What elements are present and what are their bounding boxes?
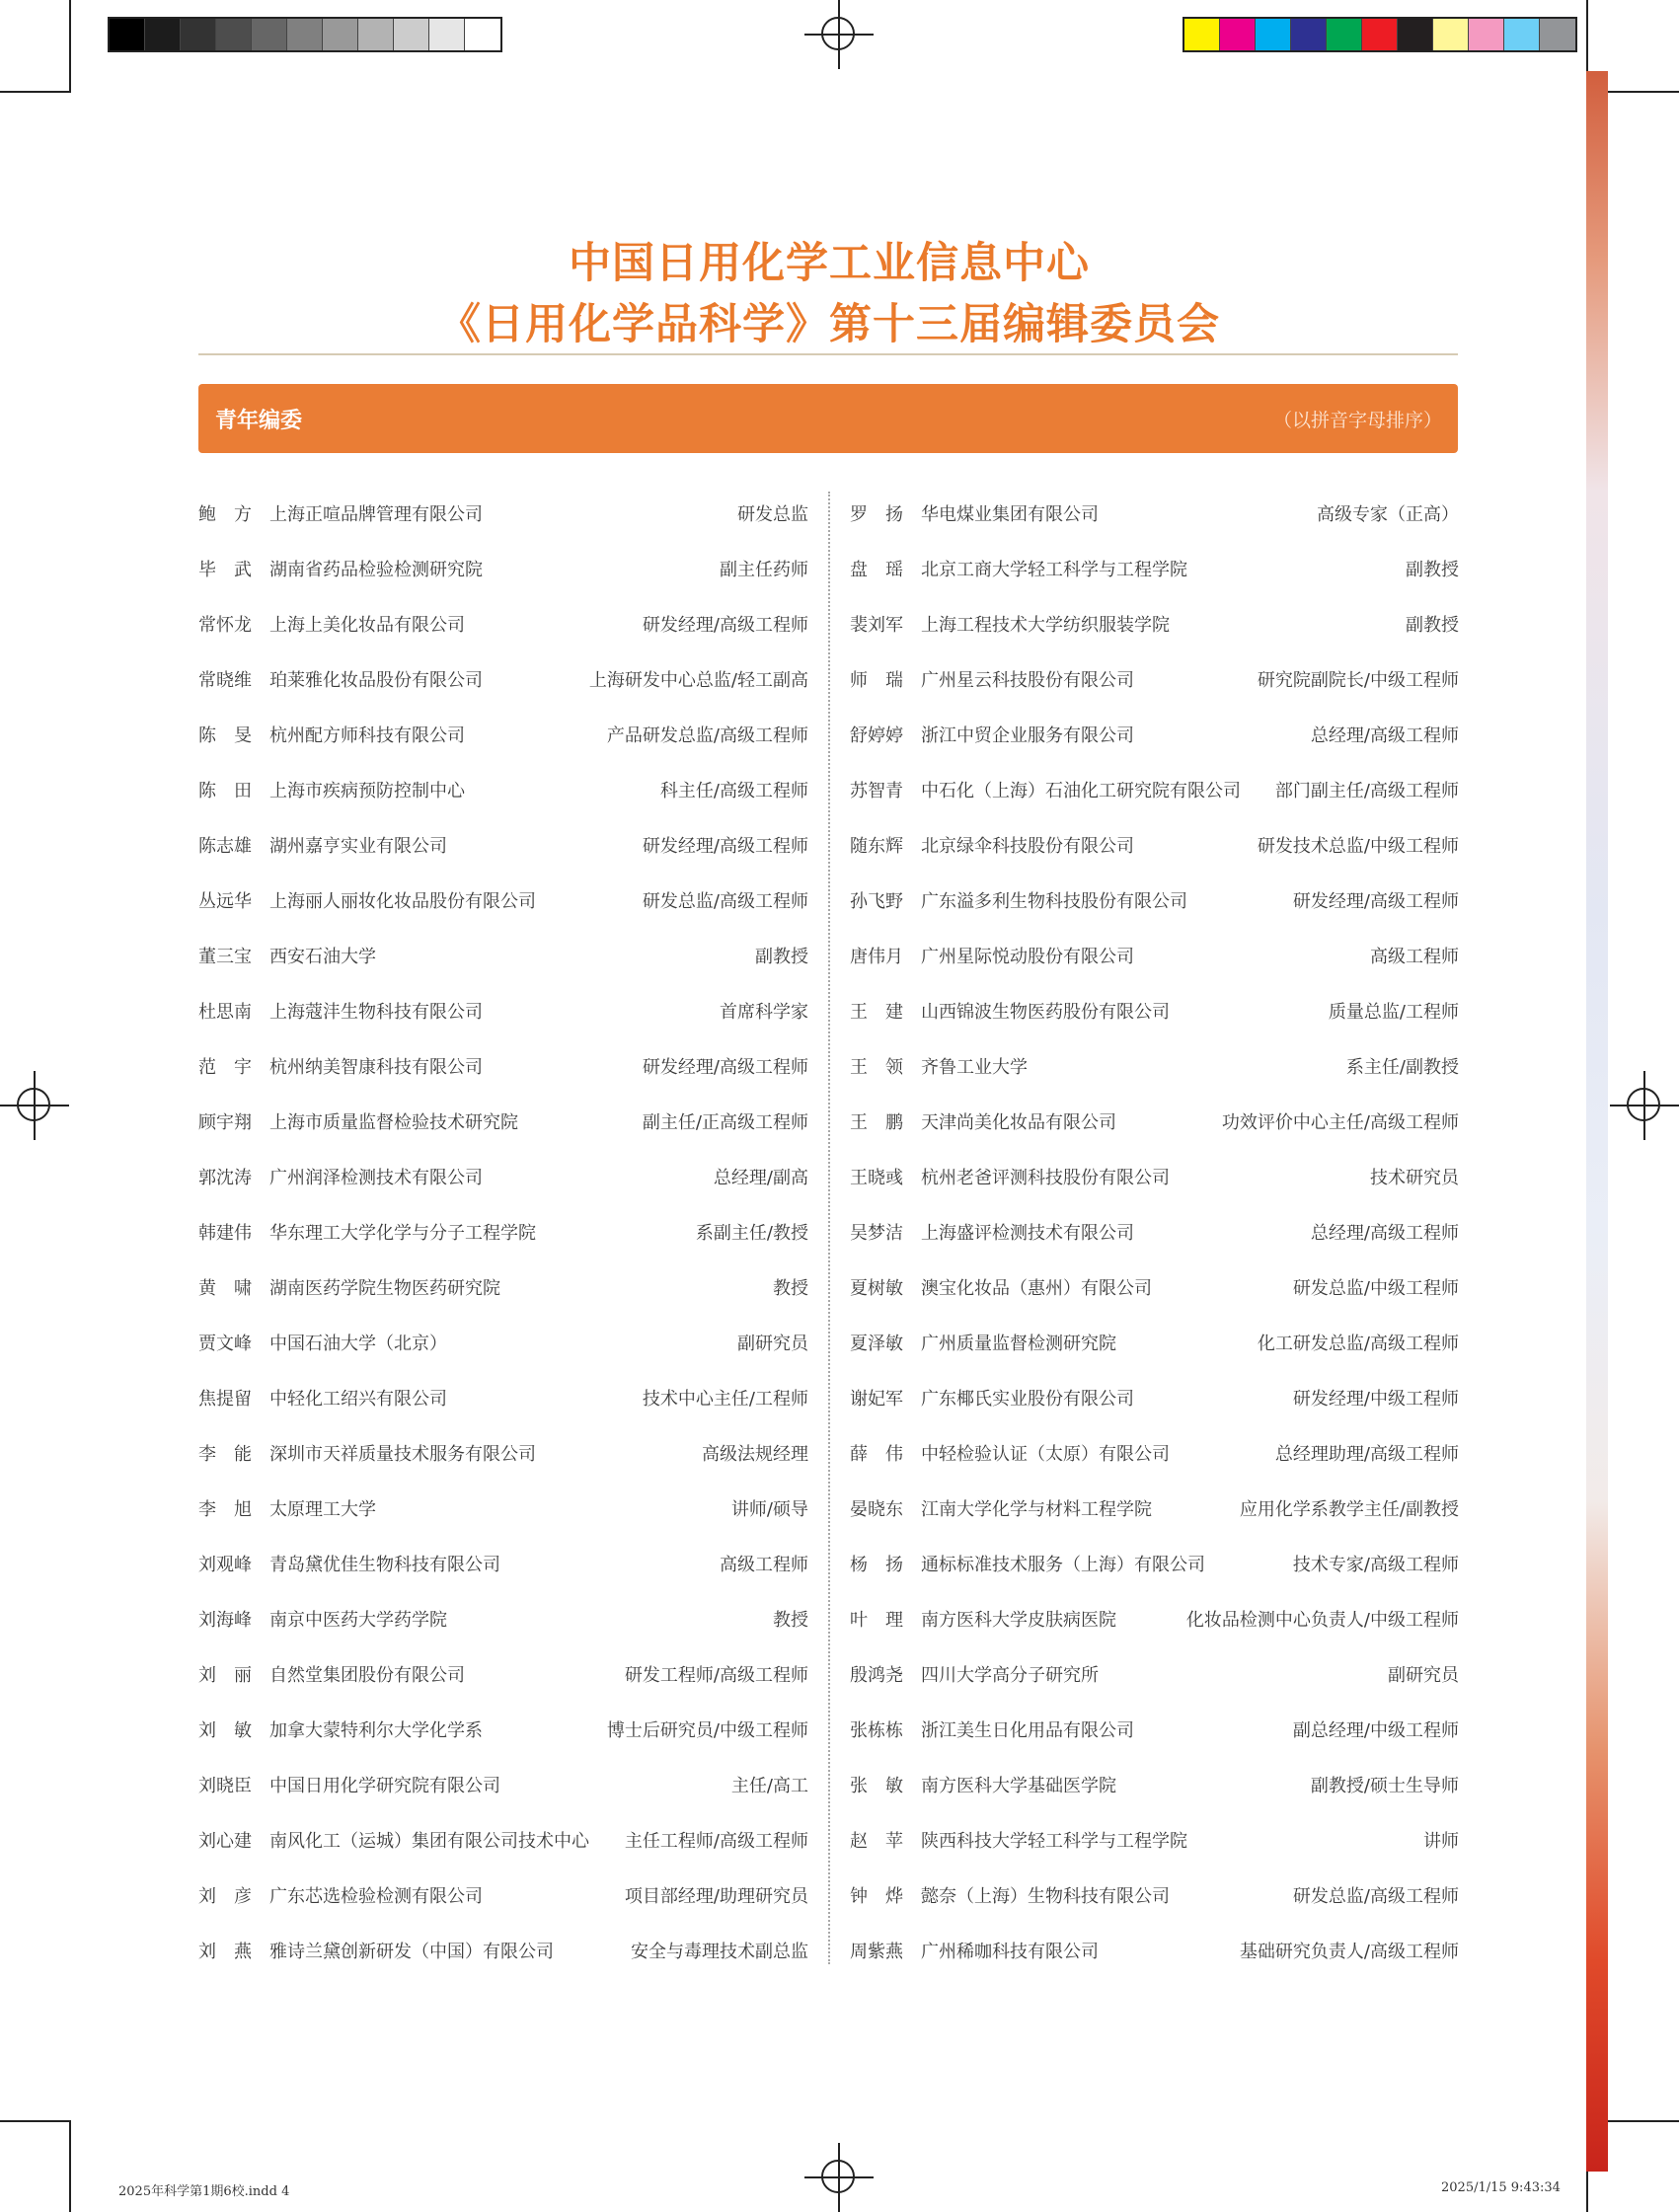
member-row [850, 1204, 1459, 1259]
member-organization: 山西锦波生物医药股份有限公司 [921, 1002, 1170, 1023]
member-title: 研发总监/高级工程师 [1292, 1886, 1459, 1907]
color-swatch [1469, 19, 1504, 50]
member-title: 技术专家/高级工程师 [1292, 1555, 1459, 1575]
member-title: 研发经理/高级工程师 [642, 615, 808, 636]
member-title: 副教授 [1406, 615, 1459, 636]
member-organization: 广州质量监督检测研究院 [921, 1334, 1116, 1354]
member-organization: 湖南省药品检验检测研究院 [269, 560, 483, 580]
member-organization: 澳宝化妆品（惠州）有限公司 [921, 1278, 1152, 1299]
member-organization: 加拿大蒙特利尔大学化学系 [269, 1720, 483, 1741]
member-name: 裴刘军 [850, 615, 903, 636]
member-row [198, 1591, 808, 1646]
member-title: 总经理/高级工程师 [1310, 1223, 1459, 1244]
member-organization: 陕西科技大学轻工科学与工程学院 [921, 1831, 1187, 1852]
color-swatch [1433, 19, 1469, 50]
member-name: 刘 敏 [198, 1720, 252, 1741]
member-title: 上海研发中心总监/轻工副高 [588, 670, 808, 691]
member-row [198, 651, 808, 707]
member-title: 科主任/高级工程师 [659, 781, 808, 801]
member-title: 化妆品检测中心负责人/中级工程师 [1185, 1610, 1459, 1631]
member-name: 常怀龙 [198, 615, 252, 636]
member-title: 教授 [773, 1610, 808, 1631]
member-name: 陈 旻 [198, 725, 252, 746]
member-title: 技术研究员 [1370, 1168, 1459, 1188]
member-name: 盘 瑶 [850, 560, 903, 580]
member-title: 高级工程师 [720, 1555, 808, 1575]
member-name: 李 能 [198, 1444, 252, 1465]
member-row [198, 486, 808, 541]
member-name: 王 建 [850, 1002, 903, 1023]
member-name: 贾文峰 [198, 1334, 252, 1354]
member-name: 常晓维 [198, 670, 252, 691]
member-organization: 中石化（上海）石油化工研究院有限公司 [921, 781, 1241, 801]
color-swatch [1540, 19, 1575, 50]
member-organization: 天津尚美化妆品有限公司 [921, 1112, 1116, 1133]
member-row [850, 1149, 1459, 1204]
member-organization: 中轻化工绍兴有限公司 [269, 1389, 447, 1410]
member-name: 杜思南 [198, 1002, 252, 1023]
member-row [850, 983, 1459, 1038]
footer-filename: 2025年科学第1期6校.indd 4 [118, 2184, 290, 2199]
member-name: 薛 伟 [850, 1444, 903, 1465]
member-name: 夏树敏 [850, 1278, 903, 1299]
member-organization: 太原理工大学 [269, 1499, 376, 1520]
member-row [198, 762, 808, 817]
member-row [198, 1481, 808, 1536]
member-title: 总经理助理/高级工程师 [1274, 1444, 1459, 1465]
member-name: 刘 彦 [198, 1886, 252, 1907]
section-label: 青年编委 [215, 408, 303, 433]
member-organization: 四川大学高分子研究所 [921, 1665, 1099, 1686]
member-name: 谢妃军 [850, 1389, 903, 1410]
member-row [198, 1149, 808, 1204]
color-swatch [465, 19, 500, 50]
member-row [198, 707, 808, 762]
sort-note: （以拼音字母排序） [1272, 409, 1442, 431]
member-organization: 通标标准技术服务（上海）有限公司 [921, 1555, 1205, 1575]
color-swatch [1327, 19, 1362, 50]
member-row [198, 1315, 808, 1370]
member-organization: 广州稀咖科技有限公司 [921, 1942, 1099, 1962]
member-row [850, 1370, 1459, 1425]
member-row [850, 541, 1459, 596]
member-row [198, 1646, 808, 1702]
member-name: 毕 武 [198, 560, 252, 580]
member-name: 陈 田 [198, 781, 252, 801]
member-title: 总经理/副高 [713, 1168, 808, 1188]
member-organization: 上海盛评检测技术有限公司 [921, 1223, 1134, 1244]
member-name: 韩建伟 [198, 1223, 252, 1244]
member-row [850, 486, 1459, 541]
process-color-bar [1183, 17, 1577, 52]
member-title: 副研究员 [737, 1334, 808, 1354]
color-swatch [1184, 19, 1220, 50]
member-title: 高级工程师 [1370, 947, 1459, 967]
color-swatch [287, 19, 323, 50]
color-swatch [1398, 19, 1433, 50]
member-title: 研发经理/中级工程师 [1292, 1389, 1459, 1410]
member-title: 应用化学系教学主任/副教授 [1239, 1499, 1459, 1520]
member-organization: 华东理工大学化学与分子工程学院 [269, 1223, 536, 1244]
member-title: 研发经理/高级工程师 [1292, 891, 1459, 912]
color-swatch [1220, 19, 1256, 50]
member-row [850, 596, 1459, 651]
footer-timestamp: 2025/1/15 9:43:34 [1441, 2180, 1561, 2195]
member-row [850, 1868, 1459, 1923]
color-swatch [323, 19, 358, 50]
member-title: 副主任/正高级工程师 [642, 1112, 808, 1133]
member-row [850, 1757, 1459, 1812]
registration-mark-left [0, 1071, 69, 1140]
crop-mark [1586, 0, 1588, 71]
member-organization: 北京工商大学轻工科学与工程学院 [921, 560, 1187, 580]
member-name: 刘海峰 [198, 1610, 252, 1631]
registration-mark-top [804, 0, 874, 69]
member-organization: 齐鲁工业大学 [921, 1057, 1028, 1078]
member-name: 师 瑞 [850, 670, 903, 691]
member-row [850, 1481, 1459, 1536]
member-organization: 中国石油大学（北京） [269, 1334, 447, 1354]
member-title: 产品研发总监/高级工程师 [606, 725, 808, 746]
member-title: 副教授 [755, 947, 808, 967]
member-title: 副教授 [1406, 560, 1459, 580]
column-divider [828, 492, 830, 1964]
member-row [198, 928, 808, 983]
member-name: 张 敏 [850, 1776, 903, 1796]
color-swatch [1362, 19, 1398, 50]
member-row [850, 1038, 1459, 1094]
color-swatch [1504, 19, 1540, 50]
member-title: 研发经理/高级工程师 [642, 836, 808, 857]
member-organization: 浙江美生日化用品有限公司 [921, 1720, 1134, 1741]
member-row [850, 1315, 1459, 1370]
member-row [198, 983, 808, 1038]
member-row [198, 1702, 808, 1757]
member-organization: 中国日用化学研究院有限公司 [269, 1776, 500, 1796]
member-title: 首席科学家 [720, 1002, 808, 1023]
member-organization: 珀莱雅化妆品股份有限公司 [269, 670, 483, 691]
member-name: 李 旭 [198, 1499, 252, 1520]
member-name: 叶 理 [850, 1610, 903, 1631]
color-swatch [252, 19, 287, 50]
member-row [198, 1094, 808, 1149]
member-name: 郭沈涛 [198, 1168, 252, 1188]
member-name: 钟 烨 [850, 1886, 903, 1907]
member-name: 王 鹏 [850, 1112, 903, 1133]
member-row [850, 1094, 1459, 1149]
member-organization: 中轻检验认证（太原）有限公司 [921, 1444, 1170, 1465]
member-title: 主任/高工 [730, 1776, 808, 1796]
member-title: 总经理/高级工程师 [1310, 725, 1459, 746]
member-row [850, 1536, 1459, 1591]
color-swatch [1256, 19, 1291, 50]
member-list-left [198, 486, 808, 1978]
crop-mark [0, 91, 71, 93]
member-name: 刘晓臣 [198, 1776, 252, 1796]
member-row [850, 1591, 1459, 1646]
member-organization: 湖州嘉亨实业有限公司 [269, 836, 447, 857]
member-title: 讲师/硕导 [730, 1499, 808, 1520]
member-title: 项目部经理/助理研究员 [624, 1886, 808, 1907]
member-organization: 杭州纳美智康科技有限公司 [269, 1057, 483, 1078]
member-name: 苏智青 [850, 781, 903, 801]
registration-mark-right [1610, 1071, 1679, 1140]
member-organization: 上海上美化妆品有限公司 [269, 615, 465, 636]
member-organization: 上海正喧品牌管理有限公司 [269, 504, 483, 525]
member-organization: 广东椰氏实业股份有限公司 [921, 1389, 1134, 1410]
member-title: 研发总监 [737, 504, 808, 525]
member-title: 研发总监/高级工程师 [642, 891, 808, 912]
member-title: 研究院副院长/中级工程师 [1257, 670, 1459, 691]
member-row [198, 1425, 808, 1481]
crop-mark [1608, 91, 1679, 93]
member-row [850, 817, 1459, 873]
member-name: 范 宇 [198, 1057, 252, 1078]
member-organization: 广州星云科技股份有限公司 [921, 670, 1134, 691]
member-name: 随东辉 [850, 836, 903, 857]
color-swatch [181, 19, 216, 50]
page-title-line2: 《日用化学品科学》第十三届编辑委员会 [438, 300, 1220, 349]
member-organization: 自然堂集团股份有限公司 [269, 1665, 465, 1686]
member-row [198, 1370, 808, 1425]
member-title: 基础研究负责人/高级工程师 [1239, 1942, 1459, 1962]
member-organization: 南方医科大学基础医学院 [921, 1776, 1116, 1796]
member-row [198, 1259, 808, 1315]
crop-mark [1608, 2120, 1679, 2122]
color-swatch [145, 19, 181, 50]
member-name: 董三宝 [198, 947, 252, 967]
member-row [198, 1923, 808, 1978]
section-banner [198, 384, 1458, 453]
crop-mark [69, 0, 71, 91]
member-title: 高级法规经理 [702, 1444, 808, 1465]
title-divider [198, 353, 1458, 355]
member-title: 安全与毒理技术副总监 [631, 1942, 808, 1962]
color-swatch [358, 19, 394, 50]
member-organization: 上海工程技术大学纺织服装学院 [921, 615, 1170, 636]
member-row [198, 1536, 808, 1591]
member-name: 王 领 [850, 1057, 903, 1078]
member-title: 研发工程师/高级工程师 [624, 1665, 808, 1686]
member-row [198, 541, 808, 596]
member-row [198, 817, 808, 873]
member-row [850, 928, 1459, 983]
member-row [850, 1646, 1459, 1702]
member-organization: 深圳市天祥质量技术服务有限公司 [269, 1444, 536, 1465]
member-organization: 杭州老爸评测科技股份有限公司 [921, 1168, 1170, 1188]
member-organization: 南京中医药大学药学院 [269, 1610, 447, 1631]
member-title: 化工研发总监/高级工程师 [1257, 1334, 1459, 1354]
member-name: 刘 燕 [198, 1942, 252, 1962]
member-title: 副主任药师 [720, 560, 808, 580]
grayscale-color-bar [108, 17, 502, 52]
color-swatch [394, 19, 429, 50]
member-list-right [850, 486, 1459, 1978]
member-name: 殷鸿尧 [850, 1665, 903, 1686]
member-name: 焦提留 [198, 1389, 252, 1410]
member-name: 晏晓东 [850, 1499, 903, 1520]
member-row [198, 873, 808, 928]
member-row [850, 707, 1459, 762]
member-title: 系副主任/教授 [695, 1223, 808, 1244]
member-row [850, 762, 1459, 817]
member-name: 黄 啸 [198, 1278, 252, 1299]
member-organization: 南方医科大学皮肤病医院 [921, 1610, 1116, 1631]
member-name: 罗 扬 [850, 504, 903, 525]
member-name: 丛远华 [198, 891, 252, 912]
member-name: 张栋栋 [850, 1720, 903, 1741]
member-row [850, 1259, 1459, 1315]
member-title: 研发技术总监/中级工程师 [1257, 836, 1459, 857]
member-organization: 湖南医药学院生物医药研究院 [269, 1278, 500, 1299]
member-name: 周紫燕 [850, 1942, 903, 1962]
member-name: 赵 苹 [850, 1831, 903, 1852]
member-name: 顾宇翔 [198, 1112, 252, 1133]
member-name: 唐伟月 [850, 947, 903, 967]
color-swatch [216, 19, 252, 50]
member-organization: 上海丽人丽妆化妆品股份有限公司 [269, 891, 536, 912]
member-row [850, 1702, 1459, 1757]
member-organization: 北京绿伞科技股份有限公司 [921, 836, 1134, 857]
color-swatch [110, 19, 145, 50]
member-title: 高级专家（正高） [1317, 504, 1459, 525]
member-title: 部门副主任/高级工程师 [1274, 781, 1459, 801]
member-row [850, 651, 1459, 707]
member-name: 鲍 方 [198, 504, 252, 525]
member-title: 主任工程师/高级工程师 [624, 1831, 808, 1852]
color-swatch [429, 19, 465, 50]
member-row [198, 596, 808, 651]
page-title-line1: 中国日用化学工业信息中心 [569, 239, 1090, 288]
member-title: 博士后研究员/中级工程师 [606, 1720, 808, 1741]
member-title: 功效评价中心主任/高级工程师 [1221, 1112, 1459, 1133]
member-name: 刘 丽 [198, 1665, 252, 1686]
member-organization: 江南大学化学与材料工程学院 [921, 1499, 1152, 1520]
member-row [198, 1757, 808, 1812]
member-organization: 华电煤业集团有限公司 [921, 504, 1099, 525]
member-title: 副教授/硕士生导师 [1310, 1776, 1459, 1796]
member-row [198, 1204, 808, 1259]
member-row [198, 1038, 808, 1094]
member-name: 刘观峰 [198, 1555, 252, 1575]
member-organization: 上海市质量监督检验技术研究院 [269, 1112, 518, 1133]
member-name: 陈志雄 [198, 836, 252, 857]
decorative-side-strip [1586, 71, 1608, 2172]
member-organization: 西安石油大学 [269, 947, 376, 967]
member-row [198, 1868, 808, 1923]
member-organization: 雅诗兰黛创新研发（中国）有限公司 [269, 1942, 554, 1962]
member-row [850, 1812, 1459, 1868]
member-name: 夏泽敏 [850, 1334, 903, 1354]
member-title: 研发经理/高级工程师 [642, 1057, 808, 1078]
member-organization: 懿奈（上海）生物科技有限公司 [921, 1886, 1170, 1907]
registration-mark-bottom [804, 2143, 874, 2212]
member-organization: 上海蔻沣生物科技有限公司 [269, 1002, 483, 1023]
member-organization: 南风化工（运城）集团有限公司技术中心 [269, 1831, 589, 1852]
member-title: 质量总监/工程师 [1328, 1002, 1459, 1023]
member-name: 杨 扬 [850, 1555, 903, 1575]
member-row [850, 873, 1459, 928]
member-name: 孙飞野 [850, 891, 903, 912]
member-name: 王晓彧 [850, 1168, 903, 1188]
member-organization: 广州润泽检测技术有限公司 [269, 1168, 483, 1188]
member-organization: 杭州配方师科技有限公司 [269, 725, 465, 746]
member-row [198, 1812, 808, 1868]
member-title: 技术中心主任/工程师 [642, 1389, 808, 1410]
member-title: 研发总监/中级工程师 [1292, 1278, 1459, 1299]
member-organization: 广东芯选检验检测有限公司 [269, 1886, 483, 1907]
member-title: 系主任/副教授 [1345, 1057, 1459, 1078]
crop-mark [69, 2122, 71, 2212]
color-swatch [1291, 19, 1327, 50]
member-row [850, 1923, 1459, 1978]
member-name: 刘心建 [198, 1831, 252, 1852]
member-name: 吴梦洁 [850, 1223, 903, 1244]
member-title: 副总经理/中级工程师 [1292, 1720, 1459, 1741]
member-title: 讲师 [1423, 1831, 1459, 1852]
member-title: 教授 [773, 1278, 808, 1299]
member-organization: 青岛黛优佳生物科技有限公司 [269, 1555, 500, 1575]
crop-mark [0, 2120, 71, 2122]
member-organization: 浙江中贸企业服务有限公司 [921, 725, 1134, 746]
member-name: 舒婷婷 [850, 725, 903, 746]
member-organization: 广东溢多利生物科技股份有限公司 [921, 891, 1187, 912]
member-title: 副研究员 [1388, 1665, 1459, 1686]
member-organization: 上海市疾病预防控制中心 [269, 781, 465, 801]
member-row [850, 1425, 1459, 1481]
member-organization: 广州星际悦动股份有限公司 [921, 947, 1134, 967]
